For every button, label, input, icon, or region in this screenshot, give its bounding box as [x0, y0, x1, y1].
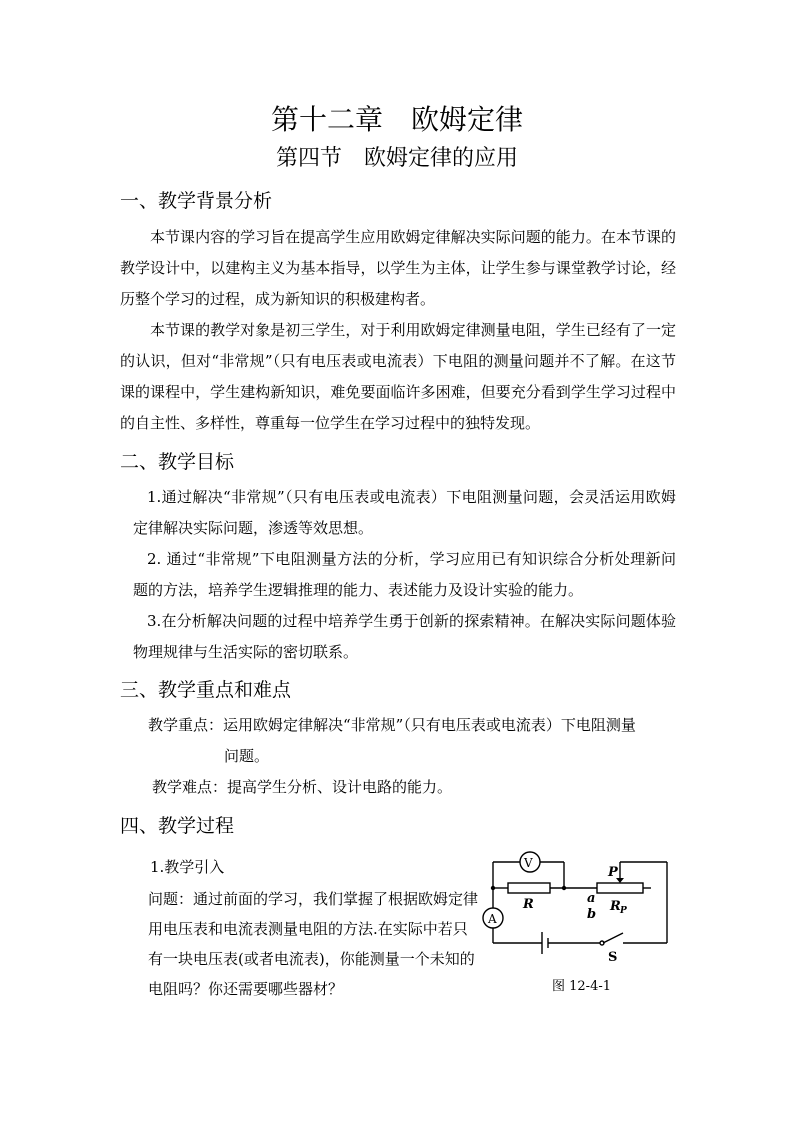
voltmeter-label: V [524, 856, 533, 870]
heading-objectives: 二、教学目标 [120, 451, 235, 473]
slider-label: P [608, 865, 618, 880]
difficulty-line: 教学难点：提高学生分析、设计电路的能力。 [152, 778, 453, 796]
heading-process: 四、教学过程 [120, 815, 235, 837]
objective-2: 2. 通过“非常规”下电阻测量方法的分析，学习应用已有知识综合分析处理新问题的方法，培养学生逻辑推理的能力、表述能力及设计实验的能力。 [133, 550, 676, 599]
objectives-list [133, 482, 676, 668]
rheostat-label: R [610, 899, 621, 914]
background-text [120, 222, 676, 439]
resistor-label: R [523, 897, 534, 912]
heading-background: 一、教学背景分析 [120, 190, 273, 212]
junction-dot-left [491, 886, 495, 890]
figure-caption: 图 12-4-1 [552, 979, 612, 994]
heading-key-points: 三、教学重点和难点 [120, 679, 292, 701]
ammeter-label: A [488, 912, 497, 926]
terminal-a-label: a [587, 891, 596, 906]
objective-1: 1.通过解决“非常规”（只有电压表或电流表）下电阻测量问题，会灵活运用欧姆定律解决实际问题，渗透等效思想。 [133, 488, 676, 537]
background-paragraph-2: 本节课的教学对象是初三学生，对于利用欧姆定律测量电阻，学生已经有了一定的认识，但对“非常规”（只有电压表或电流表）下电阻的测量问题并不了解。在这节课的课程中，学生建构新知识，难免要面临许多困难，但要充分看到学生学习过程中的自主性、多样性，尊重每一位学生在学习过程中的独特发现。 [120, 321, 676, 432]
switch-label: S [608, 950, 618, 965]
terminal-b-label: b [587, 907, 597, 922]
section-title: 第四节 欧姆定律的应用 [275, 146, 518, 171]
background-paragraph-1: 本节课内容的学习旨在提高学生应用欧姆定律解决实际问题的能力。在本节课的教学设计中，以建构主义为基本指导，以学生为主体，让学生参与课堂教学讨论，经历整个学习的过程，成为新知识的积极建构者。 [120, 228, 676, 308]
intro-question [148, 884, 482, 1004]
objective-3: 3.在分析解决问题的过程中培养学生勇于创新的探索精神。在解决实际问题体验物理规律与生活实际的密切联系。 [133, 612, 676, 661]
chapter-title: 第十二章 欧姆定律 [270, 103, 523, 136]
focus-line-2: 问题。 [224, 747, 270, 765]
rheostat-subscript: P [620, 906, 627, 916]
junction-dot [562, 886, 566, 890]
focus-line-1: 教学重点：运用欧姆定律解决“非常规”（只有电压表或电流表）下电阻测量 [148, 716, 636, 734]
switch-pivot [600, 941, 604, 945]
intro-question-text: 问题：通过前面的学习，我们掌握了根据欧姆定律用电压表和电流表测量电阻的方法.在实际中若只有一块电压表(或者电流表)，你能测量一个未知的电阻吗？你还需要哪些器材？ [148, 890, 479, 998]
circuit-diagram [480, 848, 680, 973]
step-intro: 1.教学引入 [150, 858, 225, 876]
